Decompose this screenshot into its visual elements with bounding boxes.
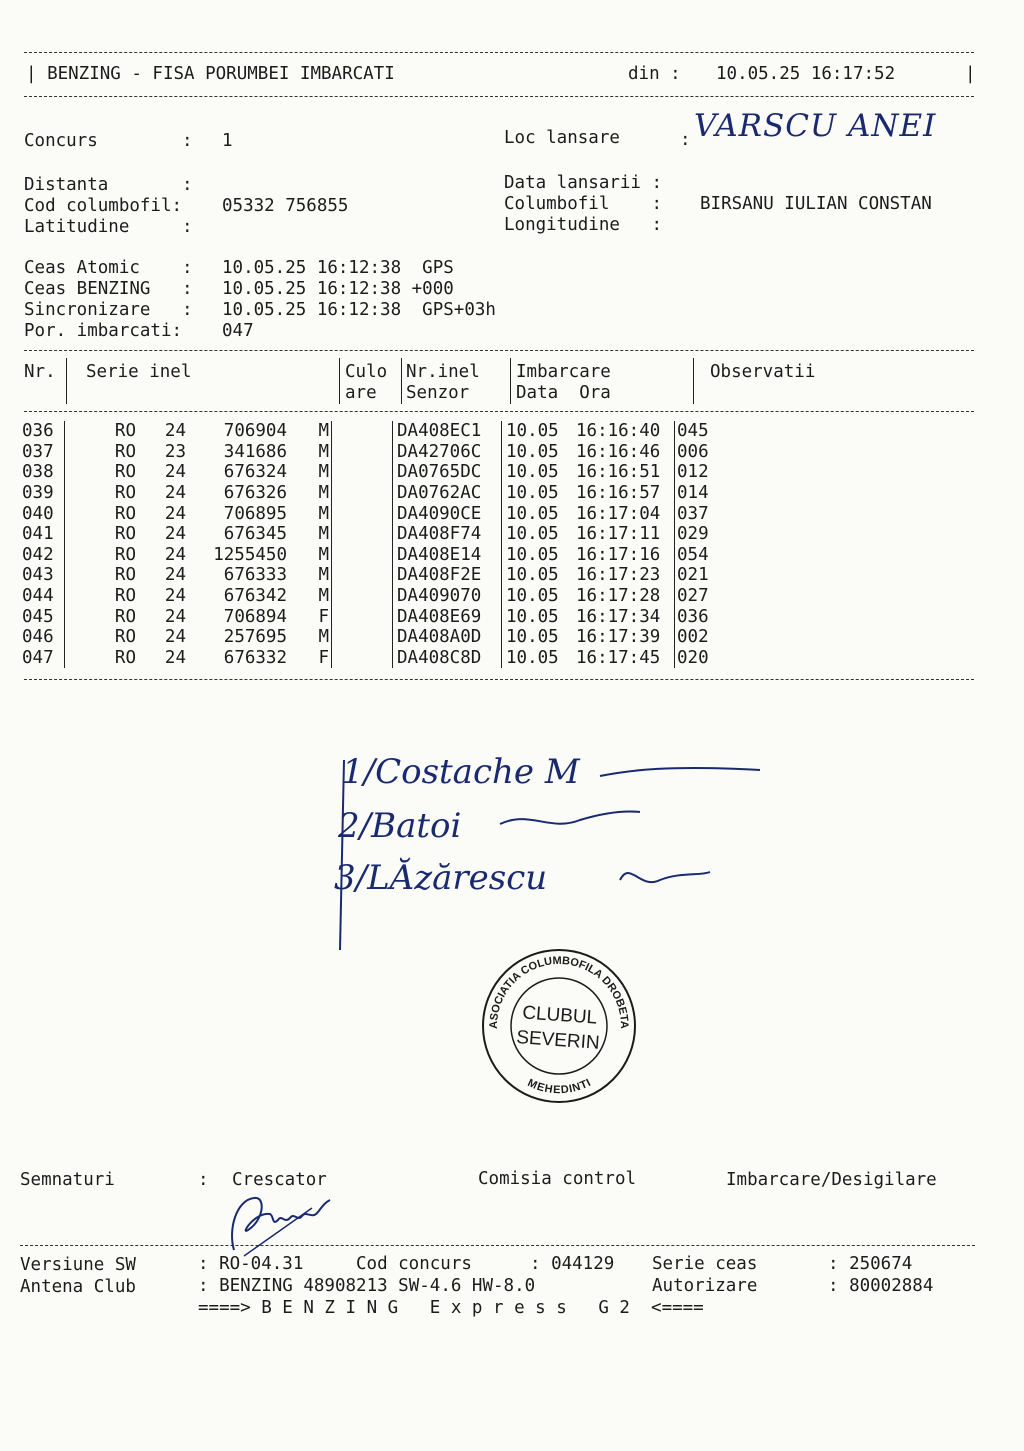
autorizare-label: Autorizare	[652, 1276, 758, 1296]
boarding-date: 10.05	[506, 483, 559, 504]
imbarcare-desigilare-label: Imbarcare/Desigilare	[726, 1170, 937, 1190]
observation: 006	[677, 441, 709, 462]
table-header-divider	[24, 411, 974, 412]
stamp-center-line-1: CLUBUL	[521, 1002, 598, 1029]
ring-country: RO	[114, 462, 136, 483]
boarding-time: 16:17:45	[576, 648, 675, 669]
handwritten-note-3: 3/LĂzărescu	[334, 858, 548, 898]
pigeon-sex: M	[287, 503, 332, 524]
columbofil-value: BIRSANU IULIAN CONSTAN	[700, 194, 932, 214]
col-header-culoare-2: are	[345, 383, 377, 403]
observation: 012	[677, 462, 709, 483]
row-number: 045	[22, 606, 65, 627]
autorizare-value: : 80002884	[828, 1276, 934, 1296]
boarding-time: 16:17:34	[576, 606, 675, 627]
stamp-ring-text: ASOCIATIA COLUMBOFILA DROBETA	[487, 954, 631, 1029]
pigeon-sex: M	[287, 462, 332, 483]
ring-number: 676326	[223, 483, 287, 504]
semnaturi-label: Semnaturi	[20, 1170, 115, 1190]
handwritten-marks	[330, 740, 770, 960]
form-title: | BENZING - FISA PORUMBEI IMBARCATI	[26, 64, 395, 84]
ring-number: 706895	[223, 503, 287, 524]
din-label: din :	[628, 64, 681, 84]
boarding-time: 16:17:11	[576, 524, 675, 545]
ring-year: 24	[164, 544, 186, 565]
clock-atomic-value: 10.05.25 16:12:38 GPS	[222, 258, 454, 278]
boarding-time: 16:17:39	[576, 627, 675, 648]
header-bottom-divider	[24, 96, 974, 97]
sensor-id: DA408EC1	[393, 421, 502, 442]
pigeon-sex: F	[287, 648, 332, 669]
row-number: 039	[22, 483, 65, 504]
ring-country: RO	[114, 647, 136, 668]
col-header-imbarcare-2: Data Ora	[516, 383, 611, 403]
crescator-signature	[214, 1190, 344, 1260]
boarding-date: 10.05	[506, 421, 559, 442]
row-number: 047	[22, 648, 65, 669]
boarding-date: 10.05	[506, 441, 559, 462]
boarding-time: 16:16:51	[576, 462, 675, 483]
row-number: 042	[22, 545, 65, 566]
boarding-date: 10.05	[506, 606, 559, 627]
header-sep-serie	[339, 358, 340, 404]
boarding-date: 10.05	[506, 524, 559, 545]
ring-number: 676342	[223, 586, 287, 607]
pigeon-color	[332, 648, 393, 669]
ring-country: RO	[114, 503, 136, 524]
observation: 020	[677, 647, 709, 668]
ring-year: 24	[164, 647, 186, 668]
pigeon-sex: M	[287, 627, 332, 648]
boarding-time: 16:16:57	[576, 483, 675, 504]
ring-number: 676332	[223, 647, 287, 668]
ring-country: RO	[114, 606, 136, 627]
ring-year: 24	[164, 606, 186, 627]
ring-number: 676345	[223, 524, 287, 545]
header-sep-nr	[66, 358, 67, 404]
ring-country: RO	[114, 544, 136, 565]
loc-lansare-label: Loc lansare	[504, 128, 620, 148]
pigeon-sex: M	[287, 586, 332, 607]
pigeon-color	[332, 503, 393, 524]
observation: 029	[677, 524, 709, 545]
ring-year: 24	[164, 483, 186, 504]
observation: 014	[677, 483, 709, 504]
observation: 054	[677, 544, 709, 565]
pigeon-color	[332, 606, 393, 627]
col-header-nrinel-1: Nr.inel	[406, 362, 480, 382]
ring-number: 706904	[223, 421, 287, 442]
pigeon-color	[332, 545, 393, 566]
club-stamp	[478, 945, 640, 1107]
ring-number: 341686	[223, 441, 287, 462]
ring-year: 24	[164, 627, 186, 648]
cod-concurs-label: Cod concurs	[356, 1254, 472, 1274]
boarding-date: 10.05	[506, 462, 559, 483]
col-header-serie: Serie inel	[86, 362, 192, 382]
pigeon-sex: M	[287, 421, 332, 442]
boarding-date: 10.05	[506, 627, 559, 648]
ring-country: RO	[114, 421, 136, 442]
pigeon-color	[332, 442, 393, 463]
boarding-time: 16:16:40	[576, 421, 675, 442]
benzing-banner: ====> B E N Z I N G E x p r e s s G 2 <====	[198, 1298, 704, 1318]
ring-year: 23	[164, 441, 186, 462]
sensor-id: DA0762AC	[393, 483, 502, 504]
antena-label: Antena Club	[20, 1277, 136, 1297]
versiune-value: : RO-04.31	[198, 1254, 304, 1274]
pigeon-table	[22, 421, 709, 668]
pigeon-color	[332, 421, 393, 442]
boarding-date: 10.05	[506, 647, 559, 668]
cod-concurs-value: : 044129	[530, 1254, 615, 1274]
ring-country: RO	[114, 586, 136, 607]
pigeon-sex: M	[287, 524, 332, 545]
pigeon-color	[332, 565, 393, 586]
boarding-time: 16:17:04	[576, 503, 675, 524]
footer-divider	[20, 1245, 975, 1246]
data-lansarii-label: Data lansarii :	[504, 173, 663, 193]
row-number: 044	[22, 586, 65, 607]
concurs-value: 1	[222, 131, 233, 151]
ring-country: RO	[114, 441, 136, 462]
ring-year: 24	[164, 565, 186, 586]
observation: 027	[677, 586, 709, 607]
boarding-time: 16:17:16	[576, 545, 675, 566]
antena-value: : BENZING 48908213 SW-4.6 HW-8.0	[198, 1276, 536, 1296]
table-row	[22, 545, 709, 566]
pigeon-color	[332, 483, 393, 504]
ring-year: 24	[164, 586, 186, 607]
pigeon-color	[332, 524, 393, 545]
table-row	[22, 503, 709, 524]
boarding-date: 10.05	[506, 544, 559, 565]
sensor-id: DA0765DC	[393, 462, 502, 483]
table-row	[22, 462, 709, 483]
por-imbarcati-value: 047	[222, 321, 254, 341]
row-number: 046	[22, 627, 65, 648]
observation: 037	[677, 503, 709, 524]
col-header-imbarcare-1: Imbarcare	[516, 362, 611, 382]
table-row	[22, 524, 709, 545]
sync-value: 10.05.25 16:12:38 GPS+03h	[222, 300, 496, 320]
pigeon-color	[332, 462, 393, 483]
clock-atomic-label: Ceas Atomic :	[24, 258, 193, 278]
por-imbarcati-label: Por. imbarcati:	[24, 321, 183, 341]
col-header-culoare-1: Culo	[345, 362, 388, 382]
header-sep-imbarcare	[693, 358, 694, 404]
cod-columbofil-label: Cod columbofil:	[24, 196, 183, 216]
ring-number: 676324	[223, 462, 287, 483]
sensor-id: DA42706C	[393, 442, 502, 463]
sensor-id: DA408C8D	[393, 648, 502, 669]
table-bottom-divider	[24, 679, 974, 680]
ring-year: 24	[164, 524, 186, 545]
clock-benzing-label: Ceas BENZING :	[24, 279, 193, 299]
observation: 036	[677, 606, 709, 627]
table-row	[22, 586, 709, 607]
sensor-id: DA409070	[393, 586, 502, 607]
header-end-bar: |	[965, 64, 976, 84]
semnaturi-colon: :	[198, 1170, 209, 1190]
versiune-label: Versiune SW	[20, 1255, 136, 1275]
observation: 021	[677, 565, 709, 586]
pigeon-sex: M	[287, 483, 332, 504]
columbofil-label: Columbofil :	[504, 194, 663, 214]
table-row	[22, 421, 709, 442]
handwritten-note-1: 1/Costache M	[342, 752, 580, 792]
col-header-observatii: Observatii	[710, 362, 816, 382]
header-top-divider	[24, 52, 974, 53]
table-row	[22, 606, 709, 627]
cod-columbofil-value: 05332 756855	[222, 196, 349, 216]
clock-benzing-value: 10.05.25 16:12:38 +000	[222, 279, 454, 299]
boarding-date: 10.05	[506, 586, 559, 607]
print-timestamp: 10.05.25 16:17:52	[716, 64, 896, 84]
col-header-nrinel-2: Senzor	[406, 383, 470, 403]
pigeon-color	[332, 586, 393, 607]
boarding-time: 16:16:46	[576, 442, 675, 463]
sensor-id: DA4090CE	[393, 503, 502, 524]
ring-number: 257695	[223, 627, 287, 648]
boarding-time: 16:17:23	[576, 565, 675, 586]
latitudine-label: Latitudine :	[24, 217, 193, 237]
svg-text:MEHEDINTI	[526, 1077, 593, 1096]
sync-label: Sincronizare :	[24, 300, 193, 320]
row-number: 043	[22, 565, 65, 586]
ring-year: 24	[164, 503, 186, 524]
ring-number: 1255450	[213, 544, 287, 565]
pigeon-sex: F	[287, 606, 332, 627]
pigeon-color	[332, 627, 393, 648]
stamp-bottom-text: MEHEDINTI	[525, 1076, 593, 1097]
table-row	[22, 442, 709, 463]
boarding-date: 10.05	[506, 565, 559, 586]
table-row	[22, 627, 709, 648]
sensor-id: DA408F2E	[393, 565, 502, 586]
distanta-label: Distanta :	[24, 175, 193, 195]
observation: 045	[677, 421, 709, 442]
row-number: 041	[22, 524, 65, 545]
loc-lansare-colon: :	[680, 130, 691, 150]
ring-country: RO	[114, 483, 136, 504]
sensor-id: DA408E14	[393, 545, 502, 566]
ring-year: 24	[164, 462, 186, 483]
row-number: 037	[22, 442, 65, 463]
pigeon-sex: M	[287, 545, 332, 566]
ring-country: RO	[114, 565, 136, 586]
handwritten-note-2: 2/Batoi	[338, 806, 462, 846]
sensor-id: DA408A0D	[393, 627, 502, 648]
longitudine-label: Longitudine :	[504, 215, 663, 235]
serie-ceas-value: : 250674	[828, 1254, 913, 1274]
serie-ceas-label: Serie ceas	[652, 1254, 758, 1274]
table-row	[22, 565, 709, 586]
table-row	[22, 648, 709, 669]
row-number: 040	[22, 503, 65, 524]
comisia-control-label: Comisia control	[478, 1169, 637, 1189]
boarding-time: 16:17:28	[576, 586, 675, 607]
ring-country: RO	[114, 524, 136, 545]
concurs-label: Concurs :	[24, 131, 193, 151]
stamp-center-line-2: SEVERIN	[515, 1027, 601, 1054]
header-sep-culoare	[401, 358, 402, 404]
table-top-divider	[24, 350, 974, 351]
sensor-id: DA408E69	[393, 606, 502, 627]
col-header-nr: Nr.	[24, 362, 56, 382]
pigeon-sex: M	[287, 442, 332, 463]
observation: 002	[677, 627, 709, 648]
loc-lansare-handwritten: VARSCU ANEI	[694, 108, 937, 144]
sensor-id: DA408F74	[393, 524, 502, 545]
table-row	[22, 483, 709, 504]
row-number: 036	[22, 421, 65, 442]
header-sep-senzor	[510, 358, 511, 404]
crescator-label: Crescator	[232, 1170, 327, 1190]
ring-number: 706894	[223, 606, 287, 627]
row-number: 038	[22, 462, 65, 483]
ring-year: 24	[164, 421, 186, 442]
boarding-date: 10.05	[506, 503, 559, 524]
ring-number: 676333	[223, 565, 287, 586]
pigeon-sex: M	[287, 565, 332, 586]
ring-country: RO	[114, 627, 136, 648]
